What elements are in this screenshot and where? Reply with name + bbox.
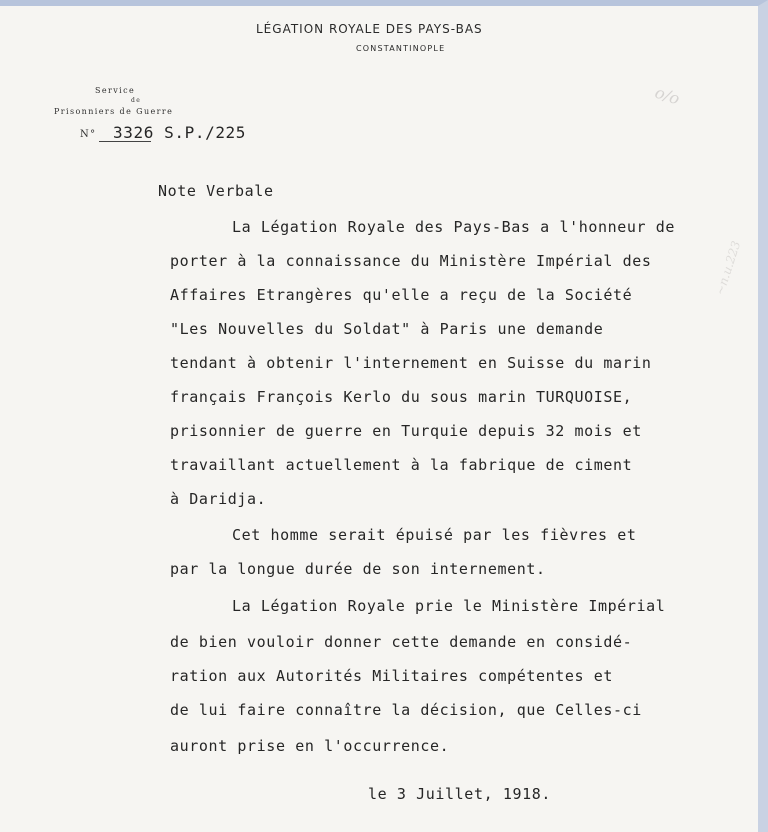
letter-date: le 3 Juillet, 1918.	[368, 785, 551, 803]
body-line: tendant à obtenir l'internement en Suisse du marin	[170, 354, 652, 372]
body-line: par la longue durée de son internement.	[170, 560, 546, 578]
letterhead-city: CONSTANTINOPLE	[356, 44, 446, 53]
service-line-3: Prisonniers de Guerre	[54, 107, 174, 116]
body-line: prisonnier de guerre en Turquie depuis 32 mois et	[170, 422, 642, 440]
body-line: de lui faire connaître la décision, que Celles-ci	[170, 701, 642, 719]
body-line: français François Kerlo du sous marin TURQUOISE,	[170, 388, 633, 406]
body-line: La Légation Royale prie le Ministère Impérial	[232, 597, 666, 615]
faint-mark-right: ~n.u.223	[712, 239, 744, 297]
service-line-2: de	[131, 97, 142, 104]
body-line: à Daridja.	[170, 490, 267, 508]
reference-number: 3326 S.P./225	[113, 123, 247, 142]
body-line: porter à la connaissance du Ministère Impérial des	[170, 252, 652, 270]
reference-number-prefix: N°	[80, 129, 97, 140]
body-line: La Légation Royale des Pays-Bas a l'honneur de	[232, 218, 676, 236]
body-line: auront prise en l'occurrence.	[170, 737, 450, 755]
note-heading: Note Verbale	[158, 182, 274, 200]
body-line: ration aux Autorités Militaires compétentes et	[170, 667, 614, 685]
letterhead-title: LÉGATION ROYALE DES PAYS-BAS	[256, 22, 483, 36]
body-line: Affaires Etrangères qu'elle a reçu de la Société	[170, 286, 633, 304]
faint-mark-top-right: o/o	[652, 82, 682, 109]
body-line: de bien vouloir donner cette demande en considé-	[170, 633, 633, 651]
service-line-1: Service	[95, 86, 136, 95]
body-line: travaillant actuellement à la fabrique de ciment	[170, 456, 633, 474]
body-line: Cet homme serait épuisé par les fièvres et	[232, 526, 637, 544]
body-line: "Les Nouvelles du Soldat" à Paris une demande	[170, 320, 604, 338]
